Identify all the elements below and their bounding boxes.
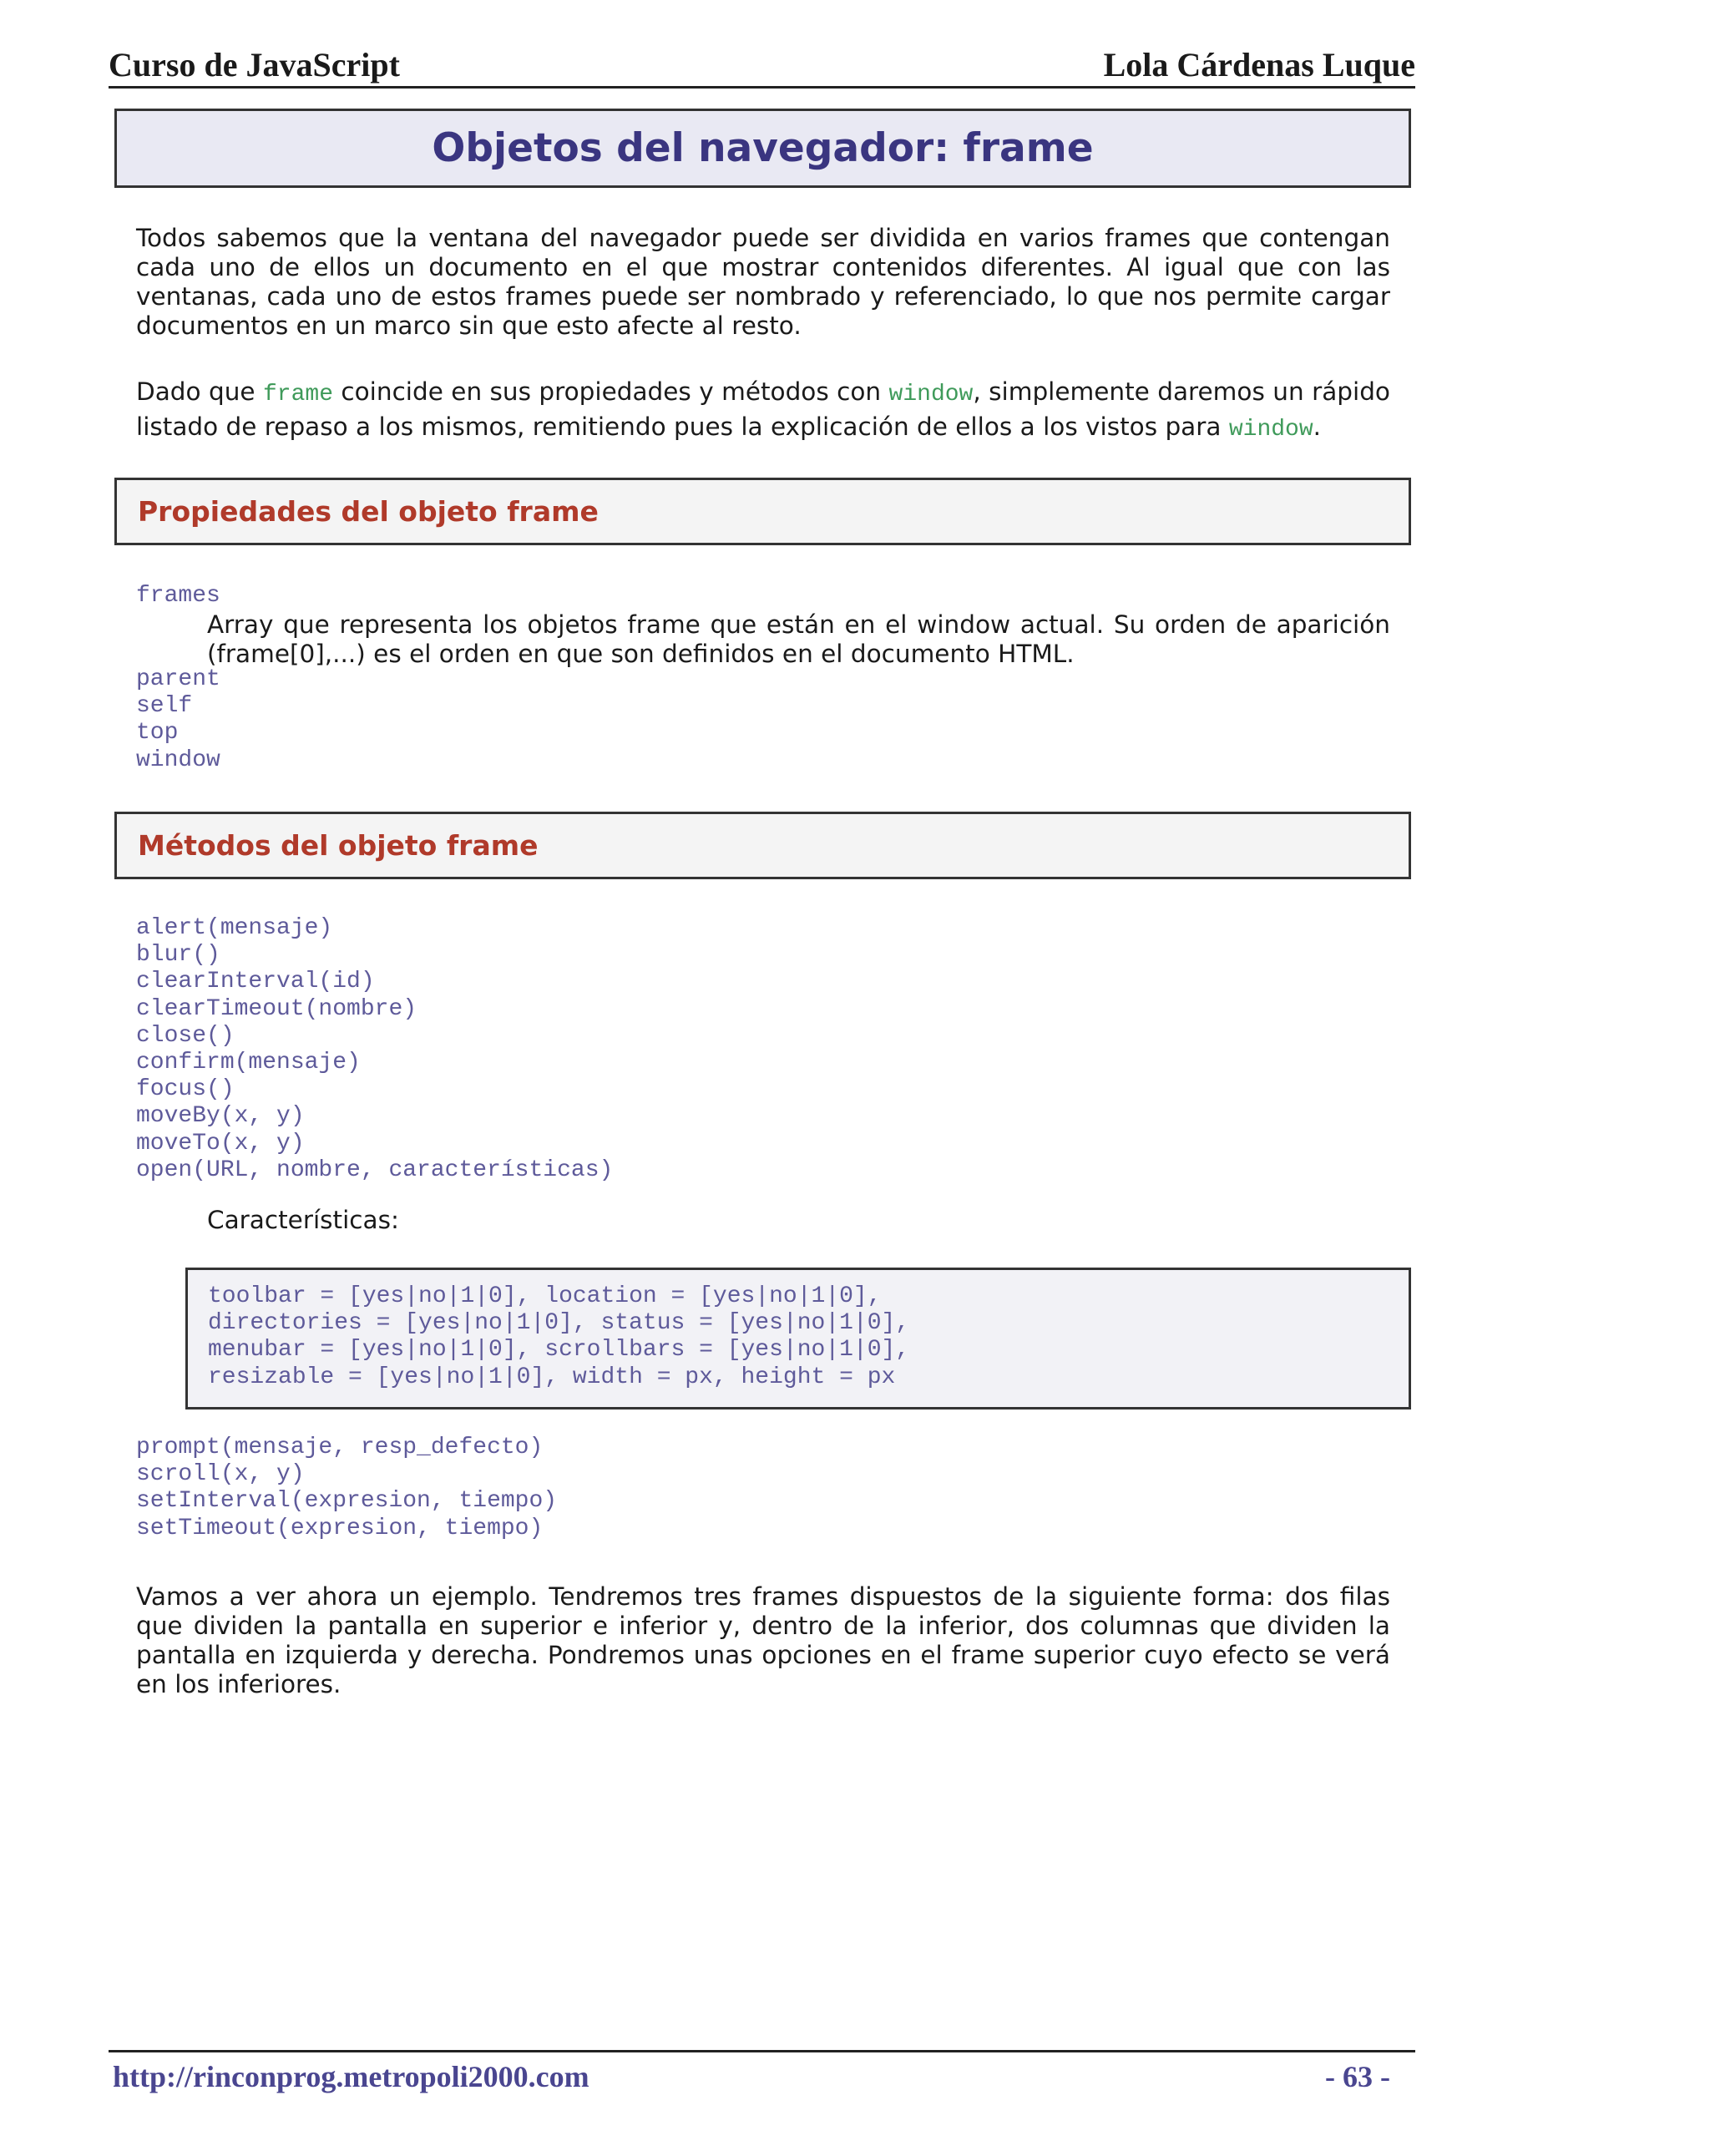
property-name: frames [136,583,220,609]
property-frames [136,583,220,610]
methods-section-heading: Métodos del objeto frame [114,812,1411,879]
property-name: self [136,693,193,720]
method-name: clearTimeout(nombre) [136,995,417,1022]
code-window: window [888,382,974,407]
features-code-box [185,1268,1411,1409]
closing-paragraph: Vamos a ver ahora un ejemplo. Tendremos tres frames dispuestos de la siguiente forma: dos filas que dividen la pantalla en superior e inferior y, dentro de la inferior, dos columnas que dividen la pantalla en izquierda y derecha. Pondremos unas opciones en el frame superior cuyo efecto se verá en los inferiores. [136,1582,1390,1698]
method-name: confirm(mensaje) [136,1050,361,1076]
method-name: prompt(mensaje, resp_defecto) [136,1435,544,1460]
method-list-continued [136,1435,557,1542]
chapter-title: Objetos del navegador: frame [432,125,1094,171]
property-name: top [136,720,179,747]
footer-url-link[interactable]: http://rinconprog.metropoli2000.com [113,2059,589,2093]
code-line: resizable = [yes|no|1|0], width = px, height = px [208,1364,896,1390]
code-line: menubar = [yes|no|1|0], scrollbars = [yes|no|1|0], [208,1337,910,1364]
page-header [109,42,1415,89]
intro-paragraph-1: Todos sabemos que la ventana del navegador puede ser dividida en varios frames que contengan cada uno de ellos un documento en el que mostrar contenidos diferentes. Al igual que con las ventanas, cada uno de estos frames puede ser nombrado y referenciado, lo que nos permite cargar documentos en un marco sin que esto afecte al resto. [136,224,1390,340]
code-window: window [1228,417,1313,443]
property-list [136,666,220,774]
code-line: directories = [yes|no|1|0], status = [yes|no|1|0], [208,1310,910,1337]
method-name: scroll(x, y) [136,1461,305,1488]
method-name: alert(mensaje) [136,915,333,941]
header-author: Lola Cárdenas Luque [1103,46,1415,84]
method-name: moveTo(x, y) [136,1130,305,1156]
code-frame: frame [262,382,333,407]
features-label: Características: [207,1206,399,1234]
property-name: parent [136,666,220,692]
method-name: moveBy(x, y) [136,1103,305,1130]
page-footer [109,2050,1415,2100]
chapter-title-box [114,109,1411,188]
intro-paragraph-2: Dado que frame coincide en sus propiedades y métodos con window, simplemente daremos un rápido listado de repaso a los mismos, remitiendo pues la explicación de ellos a los vistos para window. [136,377,1390,443]
properties-section-heading: Propiedades del objeto frame [114,478,1411,545]
method-name: focus() [136,1076,235,1103]
method-name: close() [136,1022,235,1049]
property-frames-description: Array que representa los objetos frame que están en el window actual. Su orden de aparición (frame[0],...) es el orden en que son definidos en el documento HTML. [207,610,1390,668]
method-name: setInterval(expresion, tiempo) [136,1488,558,1515]
code-line: toolbar = [yes|no|1|0], location = [yes|no|1|0], [208,1283,882,1309]
method-name: blur() [136,942,220,969]
method-name: setTimeout(expresion, tiempo) [136,1515,544,1541]
header-course-title: Curso de JavaScript [109,46,400,84]
method-name: clearInterval(id) [136,969,375,995]
page-number: - 63 - [1325,2059,1390,2093]
method-list [136,915,613,1184]
property-name: window [136,747,220,773]
method-name: open(URL, nombre, características) [136,1156,614,1183]
